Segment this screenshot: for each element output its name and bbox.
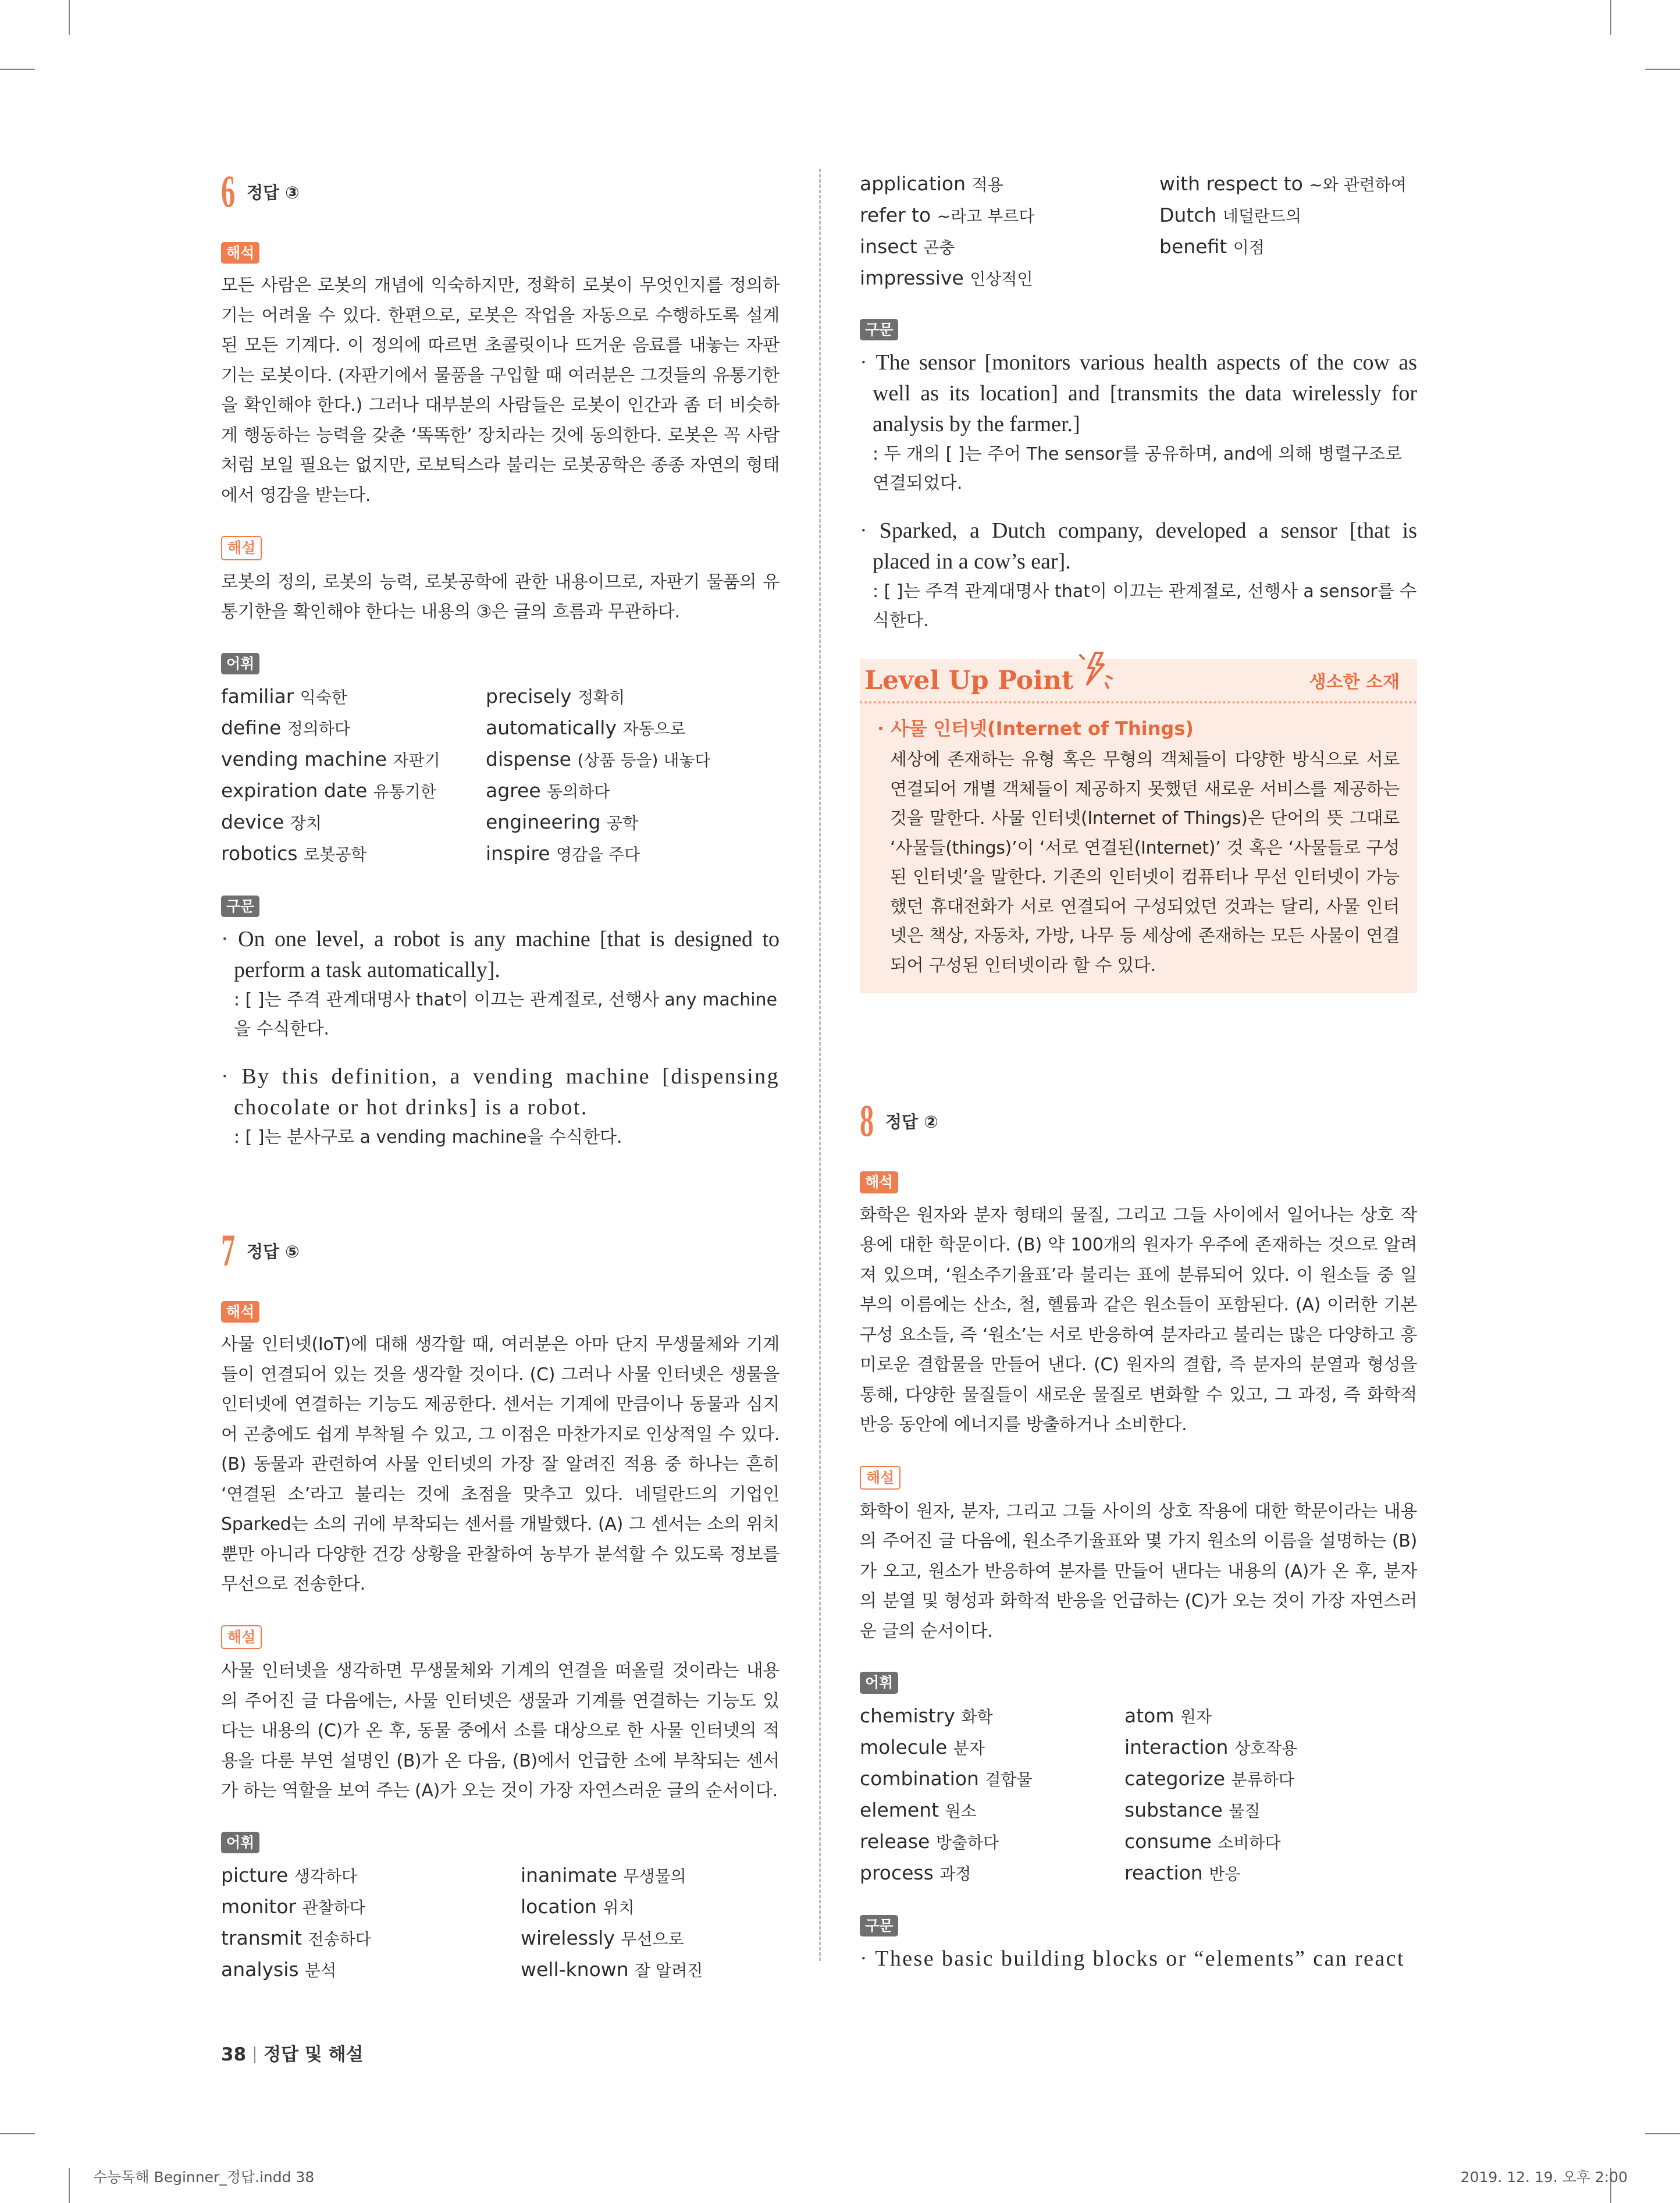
vocab-item: combination 결합물	[860, 1767, 1033, 1790]
explanation-text: 화학이 원자, 분자, 그리고 그들 사이의 상호 작용에 대한 학문이라는 내용의 주어진 글 다음에, 원소주기율표와 몇 가지 원소의 이름을 설명하는 (B)가 오고, 원소가 반응하여 분자를 만들어 낸다는 내용의 (A)가 온 후, 분자의 분열 및 형성과 화학적 반응을 언급하는 (C)가 오는 것이 가장 자연스러운 글의 순서이다.	[860, 1501, 1417, 1641]
vocab-item: insect 곤충	[860, 235, 955, 258]
vocab-item: location 위치	[521, 1895, 635, 1918]
dotted-divider	[860, 701, 1417, 703]
vocab-item: expiration date 유통기한	[221, 779, 436, 802]
level-up-text: 세상에 존재하는 유형 혹은 무형의 객체들이 다양한 방식으로 서로 연결되어 개별 객체들이 제공하지 못했던 새로운 서비스를 제공하는 것을 말한다. 사물 인터넷(Internet of Things)은 단어의 뜻 그대로 ‘사물들(things)’이 ‘서로 연결된(Internet)’ 것 혹은 ‘사물들로 구성된 인터넷’을 말한다. 기존의 인터넷이 컴퓨터나 무선 인터넷이 가능했던 휴대전화가 서로 연결되어 구성되었던 것과는 달리, 사물 인터넷은 책상, 자동차, 가방, 나무 등 세상에 존재하는 모든 사물이 연결되어 구성된 인터넷이라 할 수 있다.	[890, 749, 1400, 976]
vocab-item: with respect to ~와 관련하여	[1159, 172, 1407, 195]
print-slug-file: 수능독해 Beginner_정답.indd 38	[93, 2169, 315, 2186]
vocab-item: precisely 정확히	[486, 684, 625, 708]
crop-mark	[1645, 2133, 1680, 2134]
vocab-item: process 과정	[860, 1861, 971, 1884]
crop-mark	[0, 2133, 35, 2134]
vocab-item: chemistry 화학	[860, 1704, 993, 1727]
print-slug-date: 2019. 12. 19. 오후 2:00	[1460, 2169, 1628, 2186]
vocab-item: reaction 반응	[1124, 1861, 1241, 1884]
vocab-item: well-known 잘 알려진	[521, 1957, 703, 1981]
vocab-item: inspire 영감을 주다	[486, 841, 640, 865]
vocab-item: robotics 로봇공학	[221, 841, 367, 865]
vocab-item: atom 원자	[1124, 1704, 1212, 1727]
vocab-item: impressive 인상적인	[860, 267, 1033, 289]
vocab-item: wirelessly 무선으로	[521, 1926, 684, 1949]
haeseol-tag: 해설	[221, 1625, 262, 1649]
haeseok-tag: 해석	[221, 1301, 259, 1323]
column-divider	[819, 169, 821, 1961]
syntax-note: · These basic building blocks or “elements” can react	[860, 1946, 1405, 1971]
vocab-item: monitor 관찰하다	[221, 1895, 365, 1918]
syntax-explanation: : [ ]는 주격 관계대명사 that이 이끄는 관계절로, 선행사 a sensor를 수식한다.	[873, 581, 1417, 631]
explanation-text: 로봇의 정의, 로봇의 능력, 로봇공학에 관한 내용이므로, 자판기 물품의 유통기한을 확인해야 한다는 내용의 ③은 글의 흐름과 무관하다.	[221, 571, 780, 622]
question-number: 7	[221, 1225, 236, 1275]
sparkle-icon	[1078, 651, 1113, 691]
gumun-tag: 구문	[860, 319, 898, 340]
footer-divider	[254, 2046, 255, 2063]
vocab-list	[221, 681, 780, 870]
vocab-item: define 정의하다	[221, 716, 350, 739]
answer-label: 정답 ②	[885, 1111, 938, 1132]
haeseok-tag: 해석	[860, 1171, 898, 1193]
vocab-item: picture 생각하다	[221, 1863, 357, 1886]
vocab-item: refer to ~라고 부르다	[860, 204, 1035, 226]
vocab-list	[860, 1701, 1417, 1889]
syntax-explanation: : [ ]는 주격 관계대명사 that이 이끄는 관계절로, 선행사 any machine을 수식한다.	[234, 990, 778, 1039]
question-7	[221, 1225, 780, 1986]
answer-label: 정답 ③	[247, 182, 300, 202]
vocab-item: vending machine 자판기	[221, 747, 440, 770]
syntax-sentence: Sparked, a Dutch company, developed a sensor [that is placed in a cow’s ear].	[873, 518, 1418, 574]
crop-mark	[69, 2168, 70, 2203]
vocab-item: device 장치	[221, 810, 322, 833]
question-header	[221, 166, 780, 216]
vocab-tag: 어휘	[221, 653, 259, 674]
vocab-item: inanimate 무생물의	[521, 1863, 686, 1886]
haeseol-tag: 해설	[860, 1466, 900, 1490]
syntax-sentence: On one level, a robot is any machine [that is designed to perform a task automatically].	[234, 927, 780, 982]
haeseol-tag: 해설	[221, 536, 262, 560]
explanation-text: 사물 인터넷을 생각하면 무생물체와 기계의 연결을 떠올릴 것이라는 내용의 주어진 글 다음에는, 사물 인터넷은 생물과 기계를 연결하는 기능도 있다는 내용의 (C)가 온 후, 동물 중에서 소를 대상으로 한 사물 인터넷의 적용을 다룬 부연 설명인 (B)가 온 다음, (B)에서 언급한 소에 부착되는 센서가 하는 역할을 보여 주는 (A)가 오는 것이 가장 자연스러운 글의 순서이다.	[221, 1661, 780, 1801]
gumun-tag: 구문	[860, 1915, 898, 1936]
crop-mark	[1610, 0, 1611, 35]
question-header	[860, 1095, 1417, 1146]
syntax-explanation: : [ ]는 분사구로 a vending machine을 수식한다.	[234, 1127, 622, 1147]
translation-text: 사물 인터넷(IoT)에 대해 생각할 때, 여러분은 아마 단지 무생물체와 기계들이 연결되어 있는 것을 생각할 것이다. (C) 그러나 사물 인터넷은 생물을 인터넷에 연결하는 기능도 제공한다. 센서는 기계에 만큼이나 동물과 심지어 곤충에도 쉽게 부착될 수 있고, 그 이점은 마찬가지로 인상적일 수 있다. (B) 동물과 관련하여 사물 인터넷의 가장 잘 알려진 적용 중 하나는 흔히 ‘연결된 소’라고 불리는 것에 초점을 맞추고 있다. 네덜란드의 기업인 Sparked는 소의 귀에 부착되는 센서를 개발했다. (A) 그 센서는 소의 위치뿐만 아니라 다양한 건강 상황을 관찰하여 농부가 분석할 수 있도록 정보를 무선으로 전송한다.	[221, 1334, 780, 1595]
vocab-list-continued	[860, 169, 1417, 294]
section-title: 정답 및 해설	[264, 2044, 364, 2065]
haeseok-tag: 해석	[221, 242, 259, 264]
vocab-item: Dutch 네덜란드의	[1159, 204, 1302, 226]
vocab-item: automatically 자동으로	[486, 716, 686, 739]
left-column	[221, 166, 780, 2009]
level-up-subtitle: 생소한 소재	[1309, 672, 1400, 693]
right-column	[860, 169, 1417, 1992]
syntax-sentence: These basic building blocks or “elements” can react	[875, 1946, 1405, 1971]
syntax-sentence: The sensor [monitors various health aspects of the cow as well as its location] and [transmits the data wirelessly for analysis by the farmer.]	[873, 350, 1418, 437]
vocab-tag: 어휘	[860, 1672, 898, 1693]
vocab-item: consume 소비하다	[1124, 1829, 1281, 1853]
vocab-item: benefit 이점	[1159, 235, 1265, 258]
vocab-item: familiar 익숙한	[221, 684, 347, 708]
level-up-box	[860, 659, 1417, 993]
crop-mark	[0, 69, 35, 70]
level-up-item-title: · 사물 인터넷(Internet of Things)	[877, 717, 1194, 740]
syntax-explanation: : 두 개의 [ ]는 주어 The sensor를 공유하며, and에 의해 병렬구조로 연결되었다.	[873, 444, 1403, 494]
question-8	[860, 1095, 1417, 1974]
question-number: 6	[221, 166, 236, 216]
vocab-tag: 어휘	[221, 1832, 259, 1853]
syntax-note: · On one level, a robot is any machine [that is designed to perform a task automatically]. : [ ]는 주격 관계대명사 that이 이끄는 관계절로, 선행사 any machine을 수식한다.	[221, 924, 780, 1044]
vocab-item: release 방출하다	[860, 1829, 999, 1853]
question-6	[221, 166, 780, 1152]
vocab-item: agree 동의하다	[486, 779, 610, 802]
vocab-item: transmit 전송하다	[221, 1926, 371, 1949]
vocab-item: engineering 공학	[486, 810, 639, 833]
vocab-item: analysis 분석	[221, 1957, 337, 1981]
syntax-note: · The sensor [monitors various health aspects of the cow as well as its location] and [transmits the data wirelessly for analysis by the farmer.] : 두 개의 [ ]는 주어 The sensor를 공유하며, and에 의해 병렬구조로 연결되었다.	[860, 347, 1417, 498]
crop-mark	[1645, 69, 1680, 70]
vocab-list	[221, 1860, 780, 1986]
vocab-item: dispense (상품 등을) 내놓다	[486, 747, 711, 770]
crop-mark	[69, 0, 70, 35]
syntax-note: · Sparked, a Dutch company, developed a sensor [that is placed in a cow’s ear]. : [ ]는 주격 관계대명사 that이 이끄는 관계절로, 선행사 a sensor를 수식한다.	[860, 516, 1417, 635]
question-header	[221, 1225, 780, 1275]
vocab-item: application 적용	[860, 172, 1003, 195]
page-number: 38	[221, 2044, 247, 2065]
translation-text: 화학은 원자와 분자 형태의 물질, 그리고 그들 사이에서 일어나는 상호 작용에 대한 학문이다. (B) 약 100개의 원자가 우주에 존재하는 것으로 알려져 있으며, ‘원소주기율표’라 불리는 표에 분류되어 있다. 이 원소들 중 일부의 이름에는 산소, 철, 헬륨과 같은 원소들이 포함된다. (A) 이러한 기본 구성 요소들, 즉 ‘원소’는 서로 반응하여 분자라고 불리는 많은 다양하고 흥미로운 결합물을 만들어 낸다. (C) 원자의 결합, 즉 분자의 분열과 형성을 통해, 다양한 물질들이 새로운 물질로 변화할 수 있고, 그 과정, 즉 화학적 반응 동안에 에너지를 방출하거나 소비한다.	[860, 1204, 1417, 1435]
syntax-note: · By this definition, a vending machine [dispensing chocolate or hot drinks] is a robot. : [ ]는 분사구로 a vending machine을 수식한다.	[221, 1061, 780, 1152]
gumun-tag: 구문	[221, 896, 259, 917]
page-footer	[221, 2039, 363, 2066]
translation-text: 모든 사람은 로봇의 개념에 익숙하지만, 정확히 로봇이 무엇인지를 정의하기는 어려울 수 있다. 한편으로, 로봇은 작업을 자동으로 수행하도록 설계된 모든 기계다. 이 정의에 따르면 초콜릿이나 뜨거운 음료를 내놓는 자판기는 로봇이다. (자판기에서 물품을 구입할 때 여러분은 그것들의 유통기한을 확인해야 한다.) 그러나 대부분의 사람들은 로봇이 인간과 좀 더 비슷하게 행동하는 능력을 갖춘 ‘똑똑한’ 장치라는 것에 동의한다. 로봇은 꼭 사람처럼 보일 필요는 없지만, 로보틱스라 불리는 로봇공학은 종종 자연의 형태에서 영감을 받는다.	[221, 275, 780, 506]
vocab-item: molecule 분자	[860, 1735, 985, 1758]
vocab-item: interaction 상호작용	[1124, 1735, 1298, 1758]
vocab-item: element 원소	[860, 1798, 977, 1821]
answer-label: 정답 ⑤	[247, 1241, 300, 1262]
level-up-title: Level Up Point	[864, 666, 1073, 695]
question-number: 8	[860, 1095, 874, 1146]
vocab-item: categorize 분류하다	[1124, 1767, 1294, 1790]
vocab-item: substance 물질	[1124, 1798, 1261, 1821]
syntax-sentence: By this definition, a vending machine [dispensing chocolate or hot drinks] is a robot.	[234, 1064, 780, 1120]
